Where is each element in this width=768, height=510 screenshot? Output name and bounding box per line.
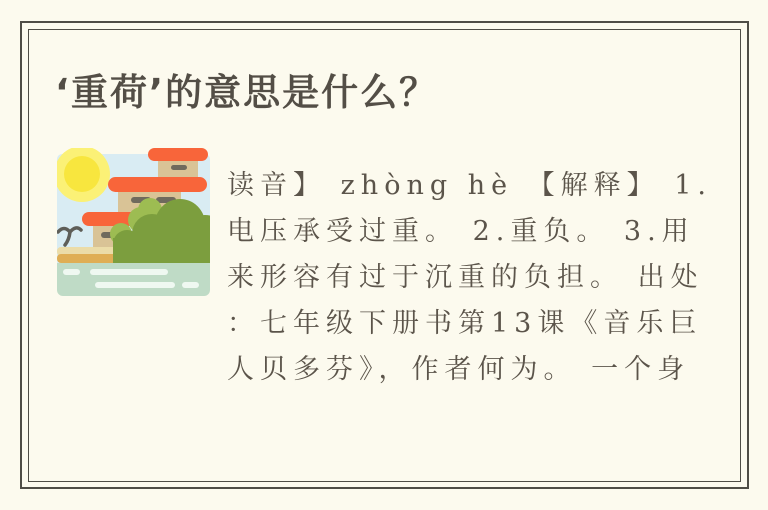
pagoda-landscape-svg xyxy=(57,148,210,296)
page-title: ‘重荷’的意思是什么？ xyxy=(55,71,439,114)
article-line-5: 人贝多芬》，作者何为。 一个身 xyxy=(227,354,691,385)
bush-dark-base xyxy=(113,238,210,266)
article-text xyxy=(227,163,727,393)
pagoda-landscape-illustration xyxy=(57,148,210,296)
article-line-2: 电压承受过重。 2.重负。 3.用 xyxy=(227,216,695,247)
pagoda-tier2-roof xyxy=(108,177,207,192)
pagoda-tier1-roof xyxy=(148,148,208,161)
wave-dash-2 xyxy=(90,269,168,275)
wave-dash-3 xyxy=(95,282,175,288)
article-line-4: ：七年级下册书第13课《音乐巨 xyxy=(227,308,703,339)
wave-dash-4 xyxy=(182,282,199,288)
water xyxy=(57,263,210,296)
article-line-3: 来形容有过于沉重的负担。 出处 xyxy=(227,262,704,293)
wave-dash-1 xyxy=(63,269,80,275)
tier1-window xyxy=(171,165,187,170)
sun-inner-core xyxy=(64,156,100,192)
article-line-1: 读音】 zhòng hè 【解释】 1. xyxy=(227,170,713,201)
